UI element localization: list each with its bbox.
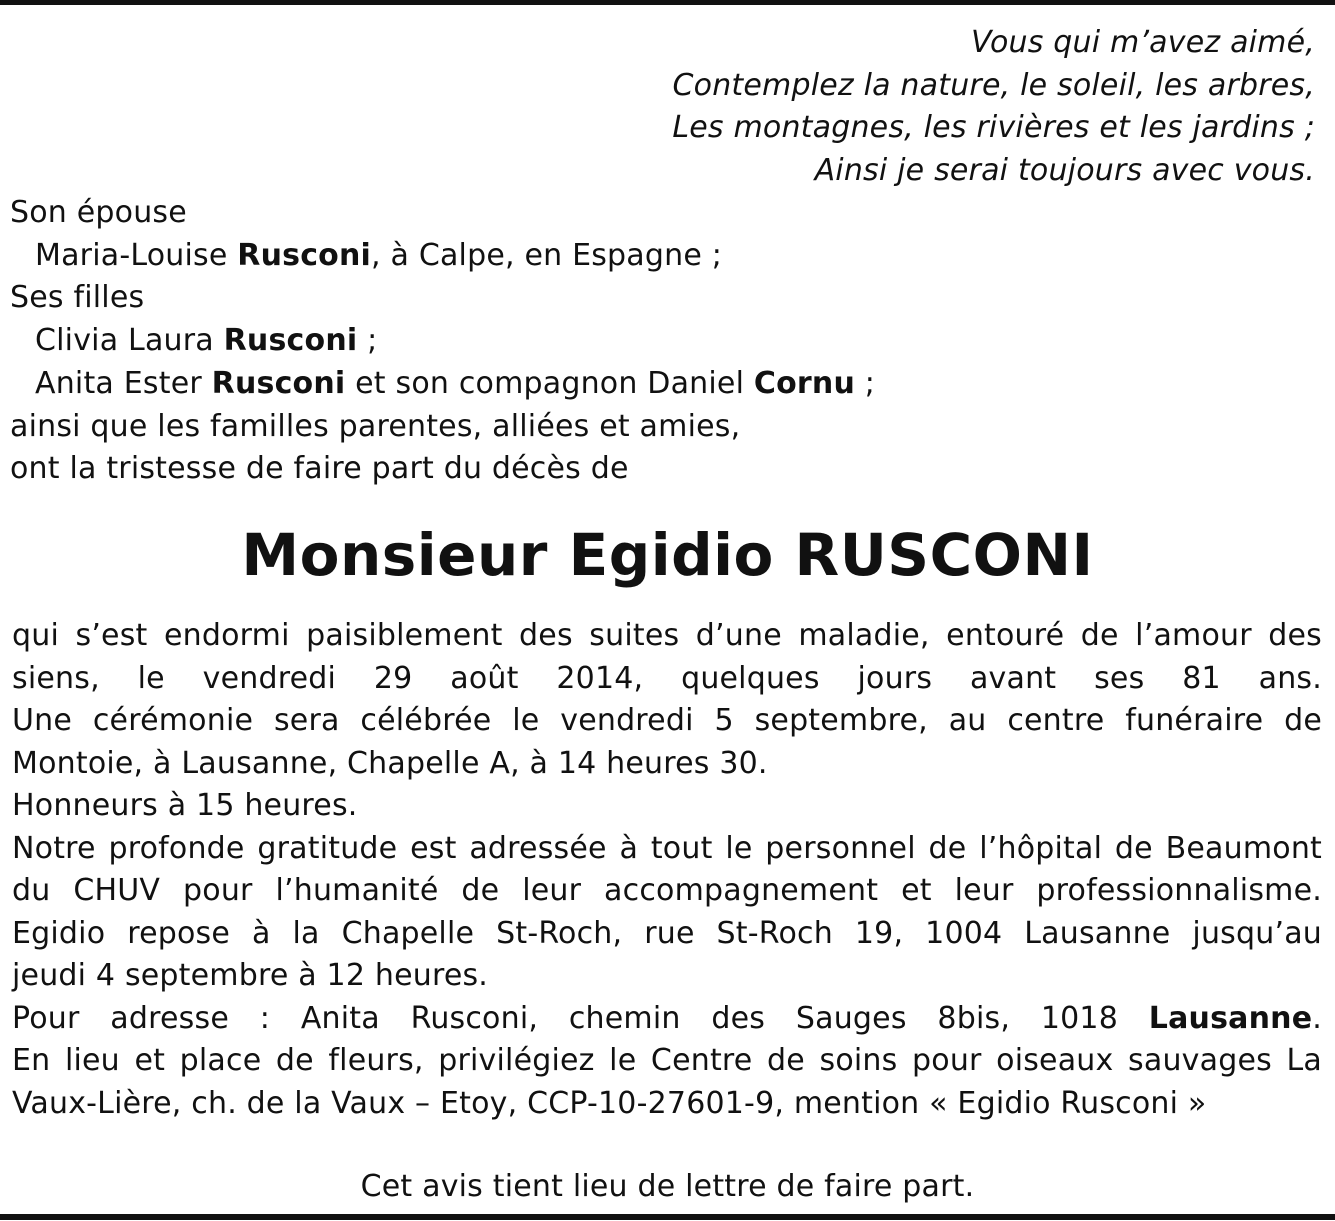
spouse-intro: Son épouse xyxy=(10,195,187,230)
address-city: Lausanne xyxy=(1148,1000,1313,1036)
epigraph-poem xyxy=(672,22,1315,192)
body-line: jeudi 4 septembre à 12 heures. xyxy=(12,958,489,993)
body-line: Honneurs à 15 heures. xyxy=(12,788,358,823)
body-line: En lieu et place de fleurs, privilégiez le Centre de soins pour oiseaux sauvages La xyxy=(12,1043,1322,1078)
daughter-first-name: Clivia Laura xyxy=(35,323,214,359)
announcement-line: ont la tristesse de faire part du décès de xyxy=(10,451,629,487)
poem-line: Vous qui m’avez aimé, xyxy=(971,25,1315,60)
spouse-last-name: Rusconi xyxy=(237,237,372,273)
body-line: Vaux-Lière, ch. de la Vaux – Etoy, CCP-10-27601-9, mention « Egidio Rusconi » xyxy=(12,1085,1207,1121)
punctuation: ; xyxy=(855,365,876,401)
daughter-first-name: Anita Ester xyxy=(35,365,202,401)
body-line: du CHUV pour l’humanité de leur accompagnement et leur professionnalisme. xyxy=(12,873,1322,908)
body-line: qui s’est endormi paisiblement des suites d’une maladie, entouré de l’amour des xyxy=(12,618,1322,653)
daughter-last-name: Rusconi xyxy=(211,365,346,401)
top-rule xyxy=(0,0,1335,5)
address-line xyxy=(12,998,1322,1041)
punctuation: ; xyxy=(357,323,378,359)
companion-last-name: Cornu xyxy=(753,365,856,401)
family-list xyxy=(10,192,875,491)
companion-text: et son compagnon Daniel xyxy=(345,365,745,401)
poem-line: Ainsi je serai toujours avec vous. xyxy=(814,152,1315,188)
address-text: Pour adresse : Anita Rusconi, chemin des Sauges 8bis, 1018 xyxy=(12,1000,1118,1036)
daughter-line xyxy=(10,363,875,406)
poem-line: Les montagnes, les rivières et les jardins ; xyxy=(672,110,1315,145)
body-line: Notre profonde gratitude est adressée à tout le personnel de l’hôpital de Beaumont xyxy=(12,830,1322,866)
body-line: Montoie, à Lausanne, Chapelle A, à 14 heures 30. xyxy=(12,745,768,781)
closing-note: Cet avis tient lieu de lettre de faire part. xyxy=(360,1169,975,1204)
daughters-intro: Ses filles xyxy=(10,280,145,316)
spouse-first-name: Maria-Louise xyxy=(35,237,228,273)
spouse-place: , à Calpe, en Espagne ; xyxy=(371,237,723,273)
notice-body xyxy=(12,615,1322,1125)
daughter-last-name: Rusconi xyxy=(223,323,358,359)
spouse-line xyxy=(10,235,875,278)
bottom-rule xyxy=(0,1214,1335,1220)
body-line: siens, le vendredi 29 août 2014, quelques jours avant ses 81 ans. xyxy=(12,660,1322,696)
body-line: Une cérémonie sera célébrée le vendredi 5 septembre, au centre funéraire de xyxy=(12,703,1322,738)
poem-line: Contemplez la nature, le soleil, les arbres, xyxy=(672,67,1315,103)
punctuation: . xyxy=(1312,1000,1322,1036)
body-line: Egidio repose à la Chapelle St-Roch, rue St-Roch 19, 1004 Lausanne jusqu’au xyxy=(12,915,1322,951)
daughter-line xyxy=(10,320,875,363)
deceased-name: Monsieur Egidio RUSCONI xyxy=(241,521,1094,589)
families-line: ainsi que les familles parentes, alliées et amies, xyxy=(10,408,741,444)
